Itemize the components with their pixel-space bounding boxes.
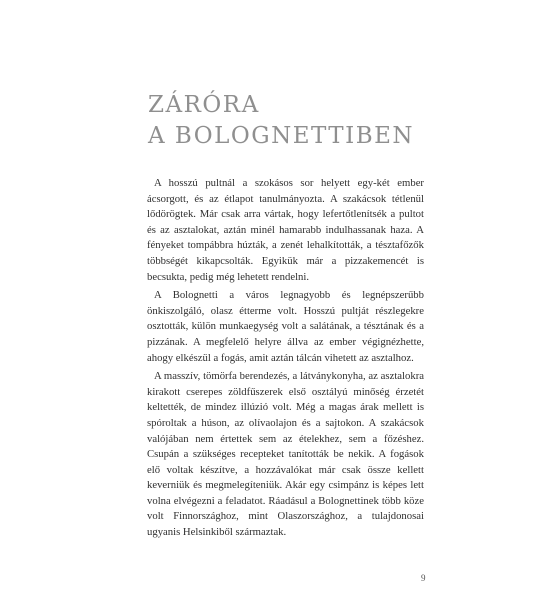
paragraph-1: A hosszú pultnál a szokásos sor helyett egy-két ember ácsorgott, és az étlapot tanulmányozta. A szakácsok tétlenül lődörögtek. Már csak arra vártak, hogy lefertőtlenítsék a pultot és az asztalokat, aztán minél hamarabb indulhassanak haza. A fényeket tompábbra húzták, a zenét lehalkították, a tésztafőzők többségét kikapcsolták. Egyikük már a pizzakemencét is becsukta, pedig még lehetett rendelni. <box>147 177 424 283</box>
chapter-title-line-2: A BOLOGNETTIBEN <box>148 123 415 149</box>
paragraph-2: A Bolognetti a város legnagyobb és legnépszerűbb önkiszolgáló, olasz étterme volt. Hosszú pultját részlegekre osztották, külön munkaegység volt a salátának, a tésztának és a pizzának. A megfelelő helyre állva az ember végignézhette, ahogy elkészül a fogás, amit aztán tálcán vihetett az asztalhoz. <box>147 289 424 364</box>
chapter-body <box>147 176 424 541</box>
paragraph-3: A masszív, tömörfa berendezés, a látványkonyha, az asztalokra kirakott cserepes zöldfűszerek első osztályú minőség érzetét keltették, de mindez illúzió volt. Még a magas árak mellett is spóroltak a húson, az olívaolajon és a sajtokon. A szakácsok valójában nem értettek sem az ételekhez, sem a főzéshez. Csupán a szükséges recepteket tanították be nekik. A fogások elő voltak készítve, a hozzávalókat már csak össze kellett keverniük és megmelegíteniük. Akár egy csimpánz is képes lett volna elvégezni a feladatot. Ráadásul a Bolognettinek több köze volt Finnországhoz, mint Olaszországhoz, a tulajdonosai ugyanis Helsinkiből származtak. <box>147 370 424 539</box>
page-number: 9 <box>421 573 426 583</box>
chapter-title-line-1: ZÁRÓRA <box>148 92 260 118</box>
chapter-title <box>148 90 414 152</box>
